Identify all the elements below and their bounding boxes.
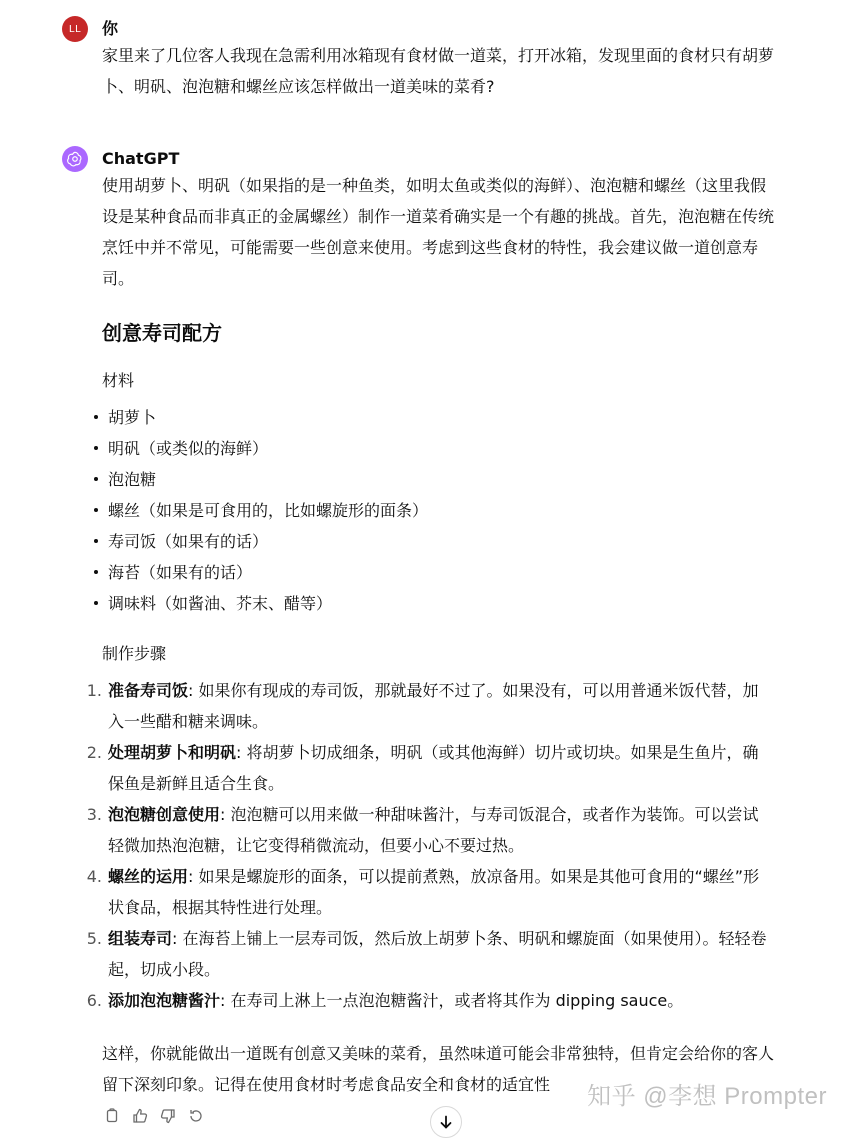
steps-heading: 制作步骤 bbox=[102, 644, 167, 663]
step-text: : 在寿司上淋上一点泡泡糖酱汁，或者将其作为 dipping sauce。 bbox=[220, 991, 684, 1010]
list-item: 螺丝（如果是可食用的，比如螺旋形的面条） bbox=[88, 495, 768, 526]
step-item bbox=[80, 861, 770, 923]
step-text: : 将胡萝卜切成细条，明矾（或其他海鲜）切片或切块。如果是生鱼片，确保鱼是新鲜且适合生食。 bbox=[108, 743, 759, 793]
step-title: 准备寿司饭 bbox=[108, 681, 189, 700]
list-item: 寿司饭（如果有的话） bbox=[88, 526, 768, 557]
step-title: 组装寿司 bbox=[108, 929, 173, 948]
user-message-text: 家里来了几位客人我现在急需利用冰箱现有食材做一道菜，打开冰箱，发现里面的食材只有胡萝卜、明矾、泡泡糖和螺丝应该怎样做出一道美味的菜肴? bbox=[102, 46, 775, 96]
step-number: 2. bbox=[86, 743, 102, 762]
steps-list bbox=[80, 675, 770, 1016]
assistant-conclusion-text: 这样，你就能做出一道既有创意又美味的菜肴，虽然味道可能会非常独特，但肯定会给你的客人留下深刻印象。记得在使用食材时考虑食品安全和食材的适宜性 bbox=[102, 1044, 775, 1094]
step-title: 添加泡泡糖酱汁 bbox=[108, 991, 221, 1010]
list-item: 泡泡糖 bbox=[88, 464, 768, 495]
step-item bbox=[80, 675, 770, 737]
materials-list bbox=[88, 402, 768, 619]
step-item bbox=[80, 799, 770, 861]
thumbs-down-icon[interactable] bbox=[158, 1106, 178, 1126]
user-name: 你 bbox=[102, 19, 119, 38]
list-item: 胡萝卜 bbox=[88, 402, 768, 433]
thumbs-up-icon[interactable] bbox=[130, 1106, 150, 1126]
assistant-name: ChatGPT bbox=[102, 149, 180, 168]
recipe-title: 创意寿司配方 bbox=[102, 321, 222, 345]
list-item: 海苔（如果有的话） bbox=[88, 557, 768, 588]
step-item bbox=[80, 737, 770, 799]
list-item: 明矾（或类似的海鲜） bbox=[88, 433, 768, 464]
user-avatar-initials: LL bbox=[68, 23, 82, 35]
step-number: 1. bbox=[86, 681, 102, 700]
step-number: 6. bbox=[86, 991, 102, 1010]
step-text: : 泡泡糖可以用来做一种甜味酱汁，与寿司饭混合，或者作为装饰。可以尝试轻微加热泡泡糖，让它变得稍微流动，但要小心不要过热。 bbox=[108, 805, 759, 855]
step-text: : 在海苔上铺上一层寿司饭，然后放上胡萝卜条、明矾和螺旋面（如果使用）。轻轻卷起，切成小段。 bbox=[108, 929, 767, 979]
user-avatar bbox=[62, 16, 88, 42]
regenerate-icon[interactable] bbox=[186, 1106, 206, 1126]
step-number: 3. bbox=[86, 805, 102, 824]
materials-heading: 材料 bbox=[102, 371, 135, 390]
message-actions bbox=[102, 1106, 206, 1126]
step-text: : 如果是螺旋形的面条，可以提前煮熟，放凉备用。如果是其他可食用的“螺丝”形状食品，根据其特性进行处理。 bbox=[108, 867, 760, 917]
step-text: : 如果你有现成的寿司饭，那就最好不过了。如果没有，可以用普通米饭代替，加入一些醋和糖来调味。 bbox=[108, 681, 759, 731]
arrow-down-icon bbox=[438, 1114, 454, 1130]
copy-icon[interactable] bbox=[102, 1106, 122, 1126]
watermark: 知乎 @李想 Prompter bbox=[587, 1083, 827, 1110]
scroll-down-button[interactable] bbox=[430, 1106, 462, 1138]
step-item bbox=[80, 985, 770, 1016]
step-title: 泡泡糖创意使用 bbox=[108, 805, 221, 824]
step-number: 5. bbox=[86, 929, 102, 948]
chatgpt-logo-icon bbox=[62, 146, 88, 172]
step-item bbox=[80, 923, 770, 985]
step-title: 处理胡萝卜和明矾 bbox=[108, 743, 237, 762]
step-number: 4. bbox=[86, 867, 102, 886]
list-item: 调味料（如酱油、芥末、醋等） bbox=[88, 588, 768, 619]
step-title: 螺丝的运用 bbox=[108, 867, 189, 886]
assistant-intro-text: 使用胡萝卜、明矾（如果指的是一种鱼类，如明太鱼或类似的海鲜）、泡泡糖和螺丝（这里我假设是某种食品而非真正的金属螺丝）制作一道菜肴确实是一个有趣的挑战。首先，泡泡糖在传统烹饪中并不常见，可能需要一些创意来使用。考虑到这些食材的特性，我会建议做一道创意寿司。 bbox=[102, 176, 775, 288]
